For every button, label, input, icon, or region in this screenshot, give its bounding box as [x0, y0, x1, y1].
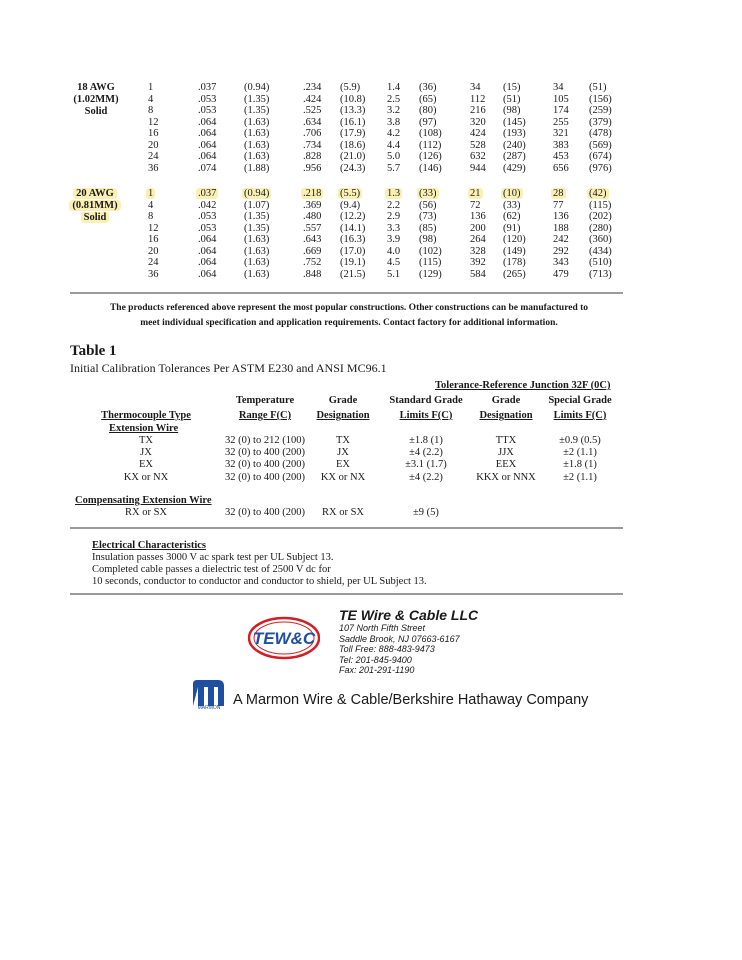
cell-w_in: .369 — [303, 199, 322, 211]
cell-c2: 188 — [553, 222, 569, 234]
cell-c: 8 — [148, 211, 154, 222]
table-row — [0, 257, 742, 269]
cell-c: 4 — [148, 93, 154, 105]
cell-w_mm: (16.1) — [340, 116, 366, 128]
cell-range: 32 (0) to 212 (100) — [225, 435, 305, 446]
cell-d_mm: (1.63) — [244, 139, 270, 151]
cell-b: 264 — [470, 234, 486, 245]
tewc-logo — [248, 616, 320, 665]
table-row — [0, 200, 742, 212]
cell-w_mm: (5.9) — [340, 82, 361, 93]
cell-d_in: .064 — [198, 268, 217, 280]
products-note-line2: meet individual specification and application requirements. Contact factory for additional information. — [140, 318, 558, 328]
divider-middle — [70, 527, 623, 529]
cell-b_m: (62) — [503, 211, 521, 222]
cell-b_m: (240) — [503, 139, 526, 151]
table-row — [0, 472, 742, 484]
cell-w_in: .480 — [303, 211, 322, 222]
cell-c2: 28 — [553, 188, 564, 199]
cell-d_in: .064 — [198, 151, 217, 162]
cell-c2_m: (478) — [589, 128, 612, 139]
products-note-line1: The products referenced above represent the most popular constructions. Other constructions can be manufactured to — [109, 303, 589, 313]
cell-c2_m: (115) — [589, 199, 612, 211]
cell-w_mm: (9.4) — [340, 199, 361, 211]
cell-w_mm: (21.0) — [340, 151, 366, 162]
electrical-line2: Completed cable passes a dielectric test of 2500 V dc for — [92, 564, 331, 575]
cell-spec: ±1.8 (1) — [563, 459, 597, 471]
header-spec-line1: Special Grade — [548, 395, 612, 406]
cell-std: ±9 (5) — [413, 507, 439, 518]
cell-w_in: .734 — [303, 139, 322, 151]
cell-spec: ±2 (1.1) — [563, 447, 597, 459]
cell-d_in: .053 — [198, 105, 217, 116]
cell-a_m: (108) — [419, 128, 442, 139]
cell-d_in: .064 — [198, 234, 217, 245]
cell-w_in: .557 — [303, 222, 322, 234]
table-row — [0, 435, 742, 447]
cell-a_m: (80) — [419, 105, 437, 116]
cell-w_mm: (18.6) — [340, 139, 366, 151]
cell-type: RX or SX — [124, 507, 167, 518]
cell-b_m: (33) — [503, 199, 521, 211]
header-temp-line2: Range F(C) — [238, 410, 292, 421]
company-name: TE Wire & Cable LLC — [339, 607, 479, 623]
cell-d_in: .064 — [198, 245, 217, 257]
header-grade-b-line2: Designation — [479, 410, 533, 421]
cell-b_m: (287) — [503, 151, 526, 162]
cell-w_in: .643 — [303, 234, 322, 245]
cell-b: 944 — [470, 162, 486, 174]
cell-c2: 174 — [553, 105, 569, 116]
cell-grade_b: JJX — [498, 447, 514, 459]
cell-a_m: (98) — [419, 234, 437, 245]
cell-c2: 77 — [553, 199, 564, 211]
cell-b: 21 — [470, 188, 481, 199]
cell-grade_b: TTX — [495, 435, 517, 446]
cell-d_in: .053 — [198, 211, 217, 222]
cell-a: 2.2 — [387, 199, 401, 211]
table-row — [0, 211, 742, 223]
company-tel: Tel: 201-845-9400 — [339, 654, 412, 665]
header-special-grade — [540, 393, 620, 423]
cell-b_m: (120) — [503, 234, 526, 245]
cell-c: 12 — [148, 222, 159, 234]
table-row — [0, 128, 742, 140]
cell-c2_m: (51) — [589, 82, 607, 93]
cell-d_in: .037 — [198, 82, 217, 93]
cell-c: 20 — [148, 139, 159, 151]
table-row — [0, 459, 742, 471]
cell-c: 36 — [148, 162, 159, 174]
cell-grade: JX — [337, 447, 349, 459]
marmon-logo-text: MARMON — [197, 705, 221, 710]
cell-w_in: .956 — [303, 162, 322, 174]
cell-w_mm: (12.2) — [340, 211, 366, 222]
cell-d_mm: (1.63) — [244, 128, 270, 139]
header-spec-line2: Limits F(C) — [553, 410, 607, 421]
cell-w_in: .634 — [303, 116, 322, 128]
cell-c2: 292 — [553, 245, 569, 257]
cell-w_mm: (19.1) — [340, 257, 366, 268]
cell-b: 584 — [470, 268, 486, 280]
cell-d_in: .064 — [198, 116, 217, 128]
marmon-tagline: A Marmon Wire & Cable/Berkshire Hathaway Company — [233, 692, 589, 708]
cell-d_in: .037 — [198, 188, 217, 199]
cell-d_in: .053 — [198, 93, 217, 105]
cell-d_mm: (1.35) — [244, 105, 270, 116]
cell-a: 5.0 — [387, 151, 401, 162]
cell-a_m: (129) — [419, 268, 442, 280]
cell-b: 328 — [470, 245, 486, 257]
company-block — [339, 607, 478, 676]
cell-c: 20 — [148, 245, 159, 257]
cell-b_m: (91) — [503, 222, 521, 234]
cell-d_mm: (1.63) — [244, 268, 270, 280]
cell-c2_m: (976) — [589, 162, 612, 174]
cell-b: 112 — [470, 93, 486, 105]
cell-d_in: .064 — [198, 257, 217, 268]
cell-a: 2.9 — [387, 211, 401, 222]
cell-w_mm: (10.8) — [340, 93, 366, 105]
cell-d_mm: (1.63) — [244, 116, 270, 128]
cell-w_mm: (17.9) — [340, 128, 366, 139]
cell-c: 24 — [148, 257, 159, 268]
cell-c2: 343 — [553, 257, 569, 268]
cell-w_in: .706 — [303, 128, 322, 139]
cell-b: 632 — [470, 151, 486, 162]
cell-b_m: (51) — [503, 93, 521, 105]
cell-c: 1 — [148, 82, 154, 93]
cell-std: ±1.8 (1) — [409, 435, 443, 446]
cell-range: 32 (0) to 400 (200) — [225, 507, 305, 518]
cell-b: 216 — [470, 105, 486, 116]
cell-range: 32 (0) to 400 (200) — [225, 471, 305, 483]
cell-c2_m: (156) — [589, 93, 612, 105]
cell-d_mm: (1.35) — [244, 93, 270, 105]
cell-a: 4.5 — [387, 257, 401, 268]
cell-a_m: (146) — [419, 162, 442, 174]
cell-c2: 656 — [553, 162, 569, 174]
cell-d_mm: (1.63) — [244, 257, 270, 268]
cell-b_m: (10) — [503, 188, 521, 199]
cell-w_mm: (17.0) — [340, 245, 366, 257]
cell-b_m: (98) — [503, 105, 521, 116]
awg-label-line: 20 AWG — [73, 188, 117, 199]
cell-a: 1.4 — [387, 82, 401, 93]
cell-w_in: .848 — [303, 268, 322, 280]
cell-b: 72 — [470, 199, 481, 211]
cell-a: 5.7 — [387, 162, 401, 174]
table-row — [0, 117, 742, 129]
header-std-line2: Limits F(C) — [399, 410, 453, 421]
header-grade-line2: Designation — [316, 410, 370, 421]
header-standard-grade — [380, 393, 472, 423]
cell-w_mm: (14.1) — [340, 222, 366, 234]
cell-c2_m: (360) — [589, 234, 612, 245]
cell-grade: TX — [336, 435, 350, 446]
header-type-text: Thermocouple Type — [101, 410, 191, 421]
cell-c2: 136 — [553, 211, 569, 222]
cell-a: 3.8 — [387, 116, 401, 128]
cell-grade: KX or NX — [320, 471, 366, 483]
cell-d_in: .053 — [198, 222, 217, 234]
cell-c2_m: (713) — [589, 268, 612, 280]
cell-grade: EX — [336, 459, 350, 471]
table1-subtitle: Initial Calibration Tolerances Per ASTM E230 and ANSI MC96.1 — [70, 361, 387, 375]
cell-c2_m: (42) — [589, 188, 607, 199]
cell-w_mm: (16.3) — [340, 234, 366, 245]
cell-w_mm: (21.5) — [340, 268, 366, 280]
table-row — [0, 269, 742, 281]
cell-a_m: (73) — [419, 211, 437, 222]
cell-c2_m: (510) — [589, 257, 612, 268]
cell-type: JX — [140, 447, 152, 459]
tewc-logo-text: TEW&C — [252, 629, 316, 648]
header-std-line1: Standard Grade — [389, 395, 463, 406]
cell-std: ±3.1 (1.7) — [405, 459, 447, 471]
cell-w_in: .752 — [303, 257, 322, 268]
cell-a_m: (65) — [419, 93, 437, 105]
divider-bottom — [70, 593, 623, 595]
cell-w_in: .525 — [303, 105, 322, 116]
cell-w_mm: (24.3) — [340, 162, 366, 174]
header-grade-b — [472, 393, 540, 423]
cell-a: 5.1 — [387, 268, 401, 280]
header-grade — [312, 393, 374, 423]
cell-a: 2.5 — [387, 93, 401, 105]
cell-b: 528 — [470, 139, 486, 151]
table-row — [0, 151, 742, 163]
table-row — [0, 234, 742, 246]
cell-d_mm: (1.35) — [244, 222, 270, 234]
cell-d_mm: (1.35) — [244, 211, 270, 222]
cell-a_m: (85) — [419, 222, 437, 234]
cell-d_in: .064 — [198, 139, 217, 151]
header-thermocouple-type — [96, 408, 196, 423]
table-row — [0, 223, 742, 235]
cell-a_m: (115) — [419, 257, 442, 268]
company-fax: Fax: 201-291-1190 — [339, 665, 415, 675]
cell-a: 1.3 — [387, 188, 401, 199]
cell-b_m: (429) — [503, 162, 526, 174]
electrical-line1: Insulation passes 3000 V ac spark test per UL Subject 13. — [92, 552, 334, 563]
company-address1: 107 North Fifth Street — [339, 623, 426, 633]
cell-c2: 453 — [553, 151, 569, 162]
cell-w_mm: (5.5) — [340, 188, 361, 199]
awg-label-line: Solid — [81, 212, 110, 223]
cell-d_mm: (0.94) — [244, 188, 270, 199]
cell-w_mm: (13.3) — [340, 105, 366, 116]
cell-c2_m: (434) — [589, 245, 612, 257]
cell-c2_m: (379) — [589, 116, 612, 128]
cell-a_m: (126) — [419, 151, 442, 162]
cell-c: 24 — [148, 151, 159, 162]
cell-c: 16 — [148, 128, 159, 139]
cell-c: 8 — [148, 105, 154, 116]
compensating-wire-label: Compensating Extension Wire — [75, 495, 212, 506]
cell-c2: 321 — [553, 128, 569, 139]
awg-label-line: Solid — [84, 106, 108, 117]
cell-b_m: (145) — [503, 116, 526, 128]
table-row — [0, 105, 742, 117]
cell-d_mm: (1.63) — [244, 245, 270, 257]
cell-c2: 105 — [553, 93, 569, 105]
cell-b: 424 — [470, 128, 486, 139]
cell-d_in: .042 — [198, 199, 217, 211]
cell-range: 32 (0) to 400 (200) — [225, 459, 305, 471]
tolerance-header: Tolerance-Reference Junction 32F (0C) — [435, 380, 611, 391]
table-row — [0, 163, 742, 175]
header-temp-line1: Temperature — [235, 395, 295, 406]
cell-w_in: .218 — [303, 188, 322, 199]
cell-grade_b: KKX or NNX — [476, 471, 536, 483]
cell-c2: 34 — [553, 82, 564, 93]
cell-a: 3.2 — [387, 105, 401, 116]
extension-wire-label: Extension Wire — [109, 423, 179, 434]
cell-type: KX or NX — [123, 471, 169, 483]
company-toll-free: Toll Free: 888-483-9473 — [339, 644, 435, 654]
cell-w_in: .424 — [303, 93, 322, 105]
cell-b: 320 — [470, 116, 486, 128]
cell-type: EX — [139, 459, 153, 471]
cell-b: 136 — [470, 211, 486, 222]
cell-c: 12 — [148, 116, 159, 128]
cell-a: 3.3 — [387, 222, 401, 234]
cell-c2: 255 — [553, 116, 569, 128]
cell-c2_m: (280) — [589, 222, 612, 234]
header-temperature — [218, 393, 312, 423]
cell-b_m: (193) — [503, 128, 526, 139]
cell-w_in: .669 — [303, 245, 322, 257]
divider-top — [70, 292, 623, 294]
table-row — [0, 140, 742, 152]
cell-w_in: .234 — [303, 82, 322, 93]
electrical-line3: 10 seconds, conductor to conductor and conductor to shield, per UL Subject 13. — [92, 576, 427, 587]
header-grade-b-line1: Grade — [491, 395, 521, 406]
cell-a_m: (112) — [419, 139, 442, 151]
cell-d_in: .074 — [198, 162, 217, 174]
cell-b: 392 — [470, 257, 486, 268]
cell-d_mm: (1.63) — [244, 151, 270, 162]
cell-b_m: (178) — [503, 257, 526, 268]
awg-label-line: (0.81MM) — [69, 200, 120, 211]
cell-a_m: (36) — [419, 82, 437, 93]
cell-c: 4 — [148, 199, 154, 211]
header-grade-line1: Grade — [328, 395, 358, 406]
cell-grade_b: EEX — [495, 459, 517, 471]
cell-grade: RX or SX — [321, 507, 364, 518]
cell-a_m: (56) — [419, 199, 437, 211]
table-row — [0, 82, 742, 94]
table-row — [0, 246, 742, 258]
cell-c2_m: (259) — [589, 105, 612, 116]
cell-d_mm: (1.07) — [244, 199, 270, 211]
cell-range: 32 (0) to 400 (200) — [225, 447, 305, 459]
table1-title: Table 1 — [70, 343, 117, 359]
cell-b: 200 — [470, 222, 486, 234]
cell-c: 16 — [148, 234, 159, 245]
cell-c2_m: (674) — [589, 151, 612, 162]
cell-b_m: (149) — [503, 245, 526, 257]
table-row — [0, 447, 742, 459]
cell-d_in: .064 — [198, 128, 217, 139]
cell-spec: ±0.9 (0.5) — [559, 435, 601, 446]
cell-a_m: (102) — [419, 245, 442, 257]
cell-c2: 479 — [553, 268, 569, 280]
cell-spec: ±2 (1.1) — [563, 471, 597, 483]
cell-a_m: (33) — [419, 188, 437, 199]
electrical-characteristics — [92, 540, 427, 588]
cell-c2_m: (569) — [589, 139, 612, 151]
cell-std: ±4 (2.2) — [409, 471, 443, 483]
cell-b_m: (15) — [503, 82, 521, 93]
cell-a: 4.2 — [387, 128, 401, 139]
cell-c2: 242 — [553, 234, 569, 245]
cell-type: TX — [139, 435, 153, 446]
table-row — [0, 188, 742, 200]
table-row — [0, 94, 742, 106]
electrical-heading: Electrical Characteristics — [92, 540, 206, 551]
cell-c2: 383 — [553, 139, 569, 151]
products-note — [72, 301, 626, 331]
cell-a: 4.0 — [387, 245, 401, 257]
cell-a_m: (97) — [419, 116, 437, 128]
cell-d_mm: (1.88) — [244, 162, 270, 174]
awg-label-line: (1.02MM) — [73, 94, 119, 105]
cell-c2_m: (202) — [589, 211, 612, 222]
cell-c: 36 — [148, 268, 159, 280]
cell-d_mm: (0.94) — [244, 82, 270, 93]
marmon-logo — [190, 676, 228, 715]
table-row — [0, 507, 742, 519]
cell-c: 1 — [148, 188, 154, 199]
cell-w_in: .828 — [303, 151, 322, 162]
cell-a: 4.4 — [387, 139, 401, 151]
cell-a: 3.9 — [387, 234, 401, 245]
cell-b_m: (265) — [503, 268, 526, 280]
cell-std: ±4 (2.2) — [409, 447, 443, 459]
awg-label-line: 18 AWG — [77, 82, 115, 93]
cell-d_mm: (1.63) — [244, 234, 270, 245]
cell-b: 34 — [470, 82, 481, 93]
company-address2: Saddle Brook, NJ 07663-6167 — [339, 633, 460, 644]
